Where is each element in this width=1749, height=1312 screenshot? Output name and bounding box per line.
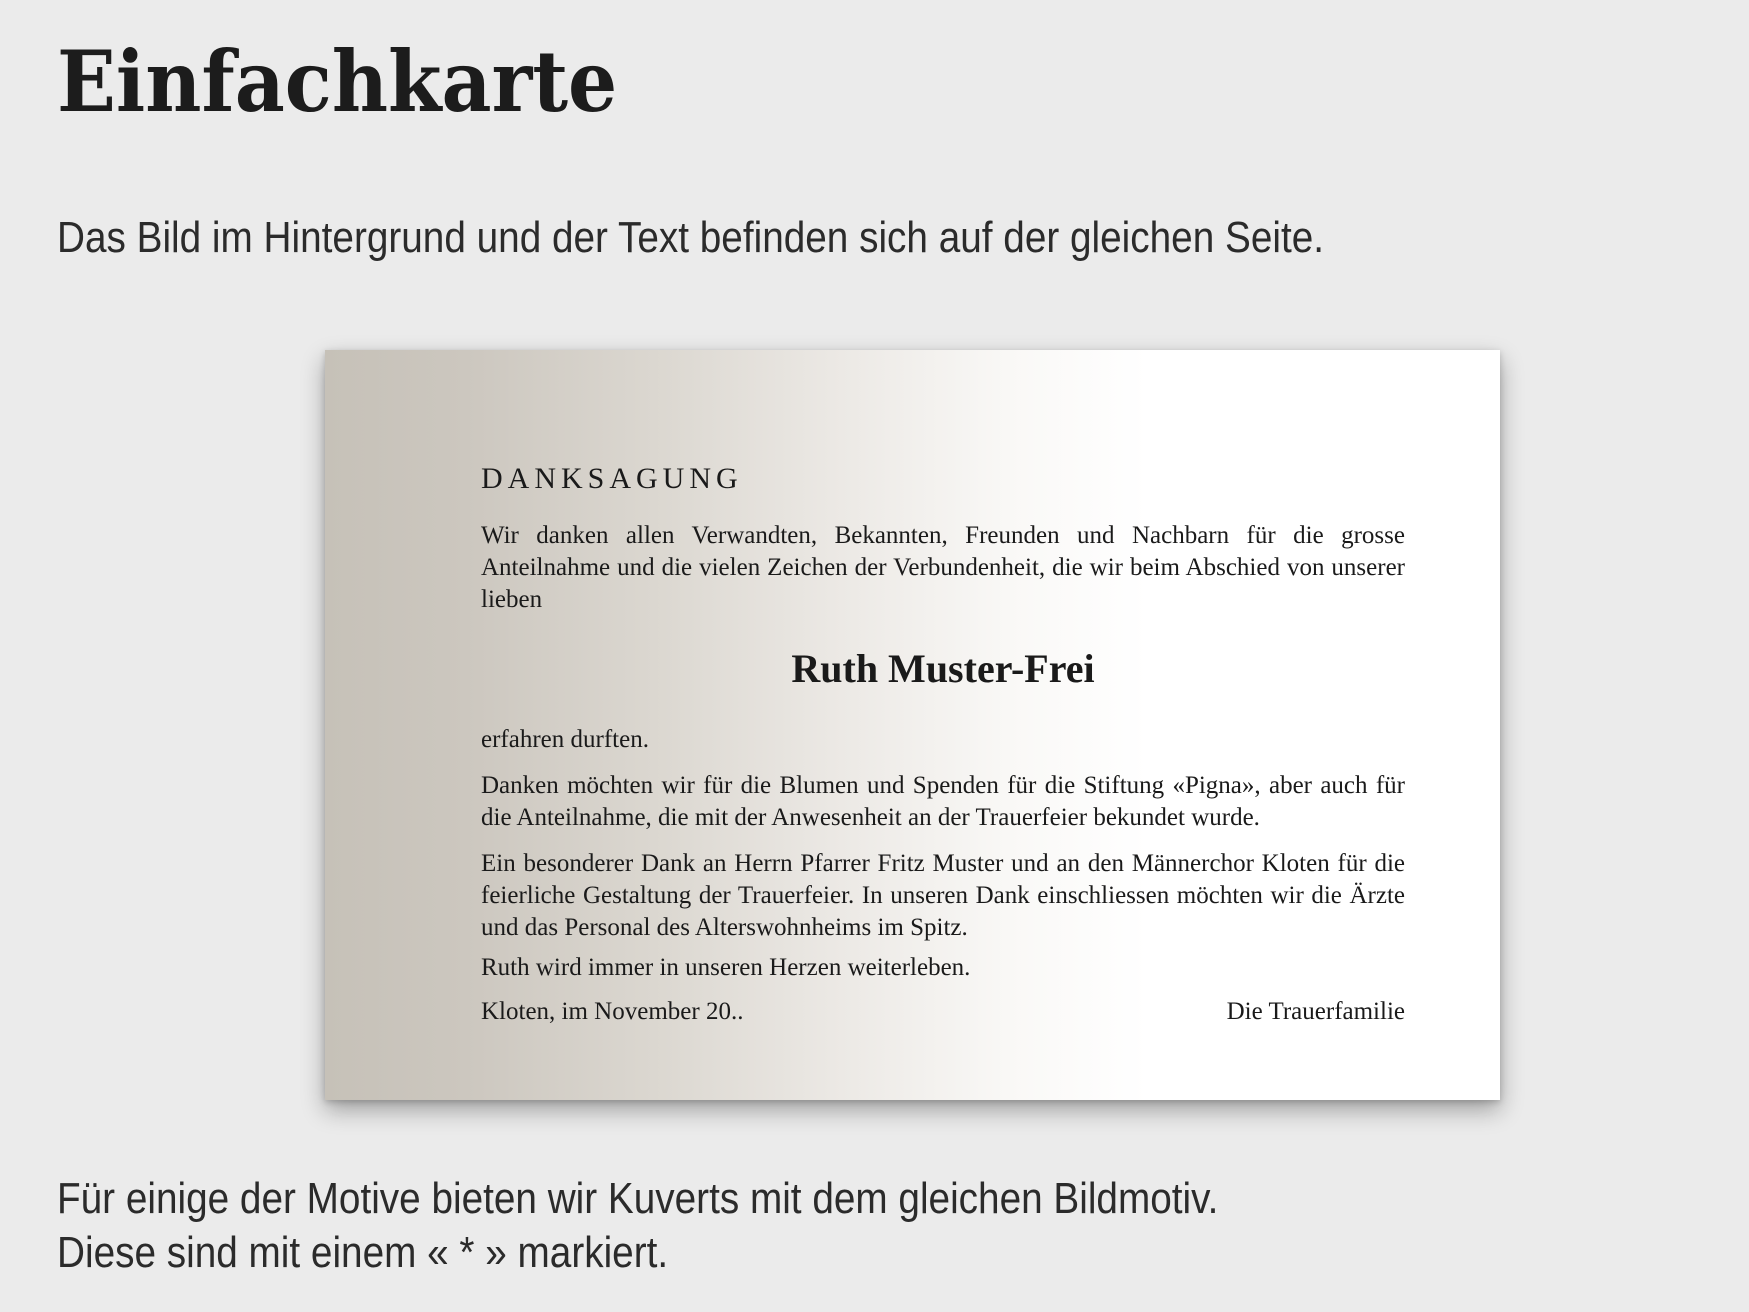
card-paragraph-danken: Danken möchten wir für die Blumen und Spenden für die Stiftung «Pigna», aber auch für die Anteilnahme, die mit der Anwesenheit an der Trauerfeier bekundet wurde. xyxy=(481,772,1405,831)
place-date: Kloten, im November 20.. xyxy=(481,998,744,1025)
card-paragraph-besonderer-dank: Ein besonderer Dank an Herrn Pfarrer Fritz Muster und an den Männerchor Kloten für die feierliche Gestaltung der Trauerfeier. In unseren Dank einschliessen möchten wir die Ärzte und das Personal des Alterswohnheims im Spitz. xyxy=(481,850,1405,941)
footer-note-line2: Diese sind mit einem « * » markiert. xyxy=(57,1228,669,1277)
card-bottom-row xyxy=(481,996,1405,1028)
signature: Die Trauerfamilie xyxy=(1226,998,1405,1025)
footer-note-line1: Für einige der Motive bieten wir Kuverts mit dem gleichen Bildmotiv. xyxy=(57,1174,1219,1223)
card-paragraph-erfahren: erfahren durften. xyxy=(481,726,649,753)
deceased-name: Ruth Muster-Frei xyxy=(791,646,1095,691)
card-paragraph-intro: Wir danken allen Verwandten, Bekannten, Freunden und Nachbarn für die grosse Anteilnahme und die vielen Zeichen der Verbundenheit, die wir beim Abschied von unserer lieben xyxy=(481,522,1405,613)
card-paragraph-herzen: Ruth wird immer in unseren Herzen weiterleben. xyxy=(481,954,971,981)
card-preview xyxy=(325,350,1500,1100)
page-title: Einfachkarte xyxy=(57,32,618,131)
card-heading: DANKSAGUNG xyxy=(481,462,743,495)
footer-note xyxy=(57,1172,1377,1280)
page-subtitle: Das Bild im Hintergrund und der Text befinden sich auf der gleichen Seite. xyxy=(57,213,1325,262)
